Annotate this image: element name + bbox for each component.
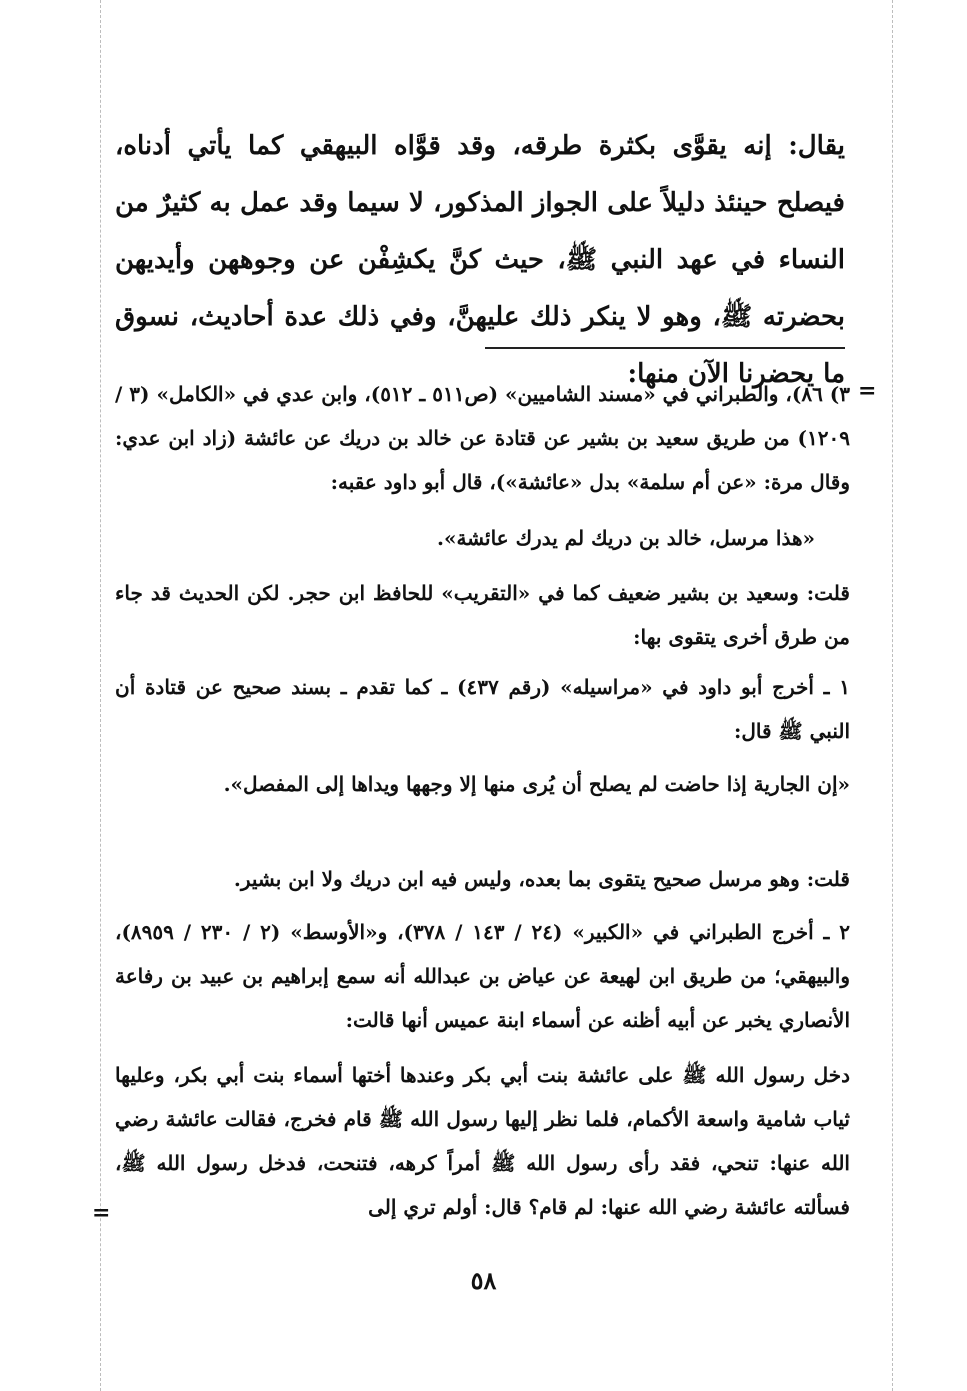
footnote-separator: [485, 347, 845, 349]
main-paragraph: يقال: إنه يقوَّى بكثرة طرقه، وقد قوَّاه البيهقي كما يأتي أدناه، فيصلح حينئذ دليلاً على الجواز المذكور، لا سيما وقد عمل به كثيرٌ من النساء في عهد النبي ﷺ، حيث كنَّ يكشِفْن عن وجوههن وأيديهن بحضرته ﷺ، وهو لا ينكر ذلك عليهنَّ، وفي ذلك عدة أحاديث، نسوق ما يحضرنا الآن منها:: [115, 131, 845, 389]
continuation-mark-bottom: =: [92, 1200, 111, 1226]
footnote-quote-2: «إن الجارية إذا حاضت لم يصلح أن يُرى منها إلا وجهها ويداها إلى المفصل».: [223, 772, 850, 796]
continuation-mark-top: =: [858, 378, 877, 404]
margin-guide-right: [892, 0, 893, 1391]
footnote-paragraph-4: قلت: وهو مرسل صحيح يتقوى بما بعده، وليس فيه ابن دريك ولا ابن بشير.: [233, 867, 850, 891]
footnote-paragraph-3: ١ ـ أخرج أبو داود في «مراسيله» (رقم ٤٣٧) ـ كما تقدم ـ بسند صحيح عن قتادة أن النبي ﷺ قال:: [115, 675, 850, 743]
margin-guide-left: [100, 0, 101, 1391]
footnote-paragraph-2: قلت: وسعيد بن بشير ضعيف كما في «التقريب» للحافظ ابن حجر. لكن الحديث قد جاء من طرق أخرى يتقوى بها:: [115, 581, 850, 649]
footnote-paragraph-5: ٢ ـ أخرج الطبراني في «الكبير» (٢٤ / ١٤٣ / ٣٧٨)، و«الأوسط» (٢ / ٢٣٠ / ٨٩٥٩)، والبيهقي؛ من طريق ابن لهيعة عن عياض بن عبدالله أنه سمع إبراهيم بن عبيد بن رفاعة الأنصاري يخبر عن أبيه أظنه عن أسماء ابنة عميس أنها قالت:: [115, 920, 851, 1032]
footnote-paragraph-6: دخل رسول الله ﷺ على عائشة بنت أبي بكر وعندها أختها أسماء بنت أبي بكر، وعليها ثياب شامية واسعة الأكمام، فلما نظر إليها رسول الله ﷺ قام فخرج، فقالت عائشة رضي الله عنها: تنحي، فقد رأى رسول الله ﷺ أمراً كرهه، فتنحت، فدخل رسول الله ﷺ، فسألته عائشة رضي الله عنها: لم قام؟ قال: أولم تري إلى: [115, 1063, 850, 1219]
footnote-paragraph-1: ٣) ٨٦)، والطبراني في «مسند الشاميين» (ص٥١١ ـ ٥١٢)، وابن عدي في «الكامل» (٣ / ١٢٠٩) من طريق سعيد بن بشير عن قتادة عن خالد بن دريك عن عائشة (زاد ابن عدي: وقال مرة: «عن أم سلمة» بدل «عائشة»)، قال أبو داود عقبه:: [114, 382, 850, 494]
footnote-quote-1: «هذا مرسل، خالد بن دريك لم يدرك عائشة».: [436, 526, 815, 550]
page-number: ٥٨: [470, 1266, 497, 1295]
